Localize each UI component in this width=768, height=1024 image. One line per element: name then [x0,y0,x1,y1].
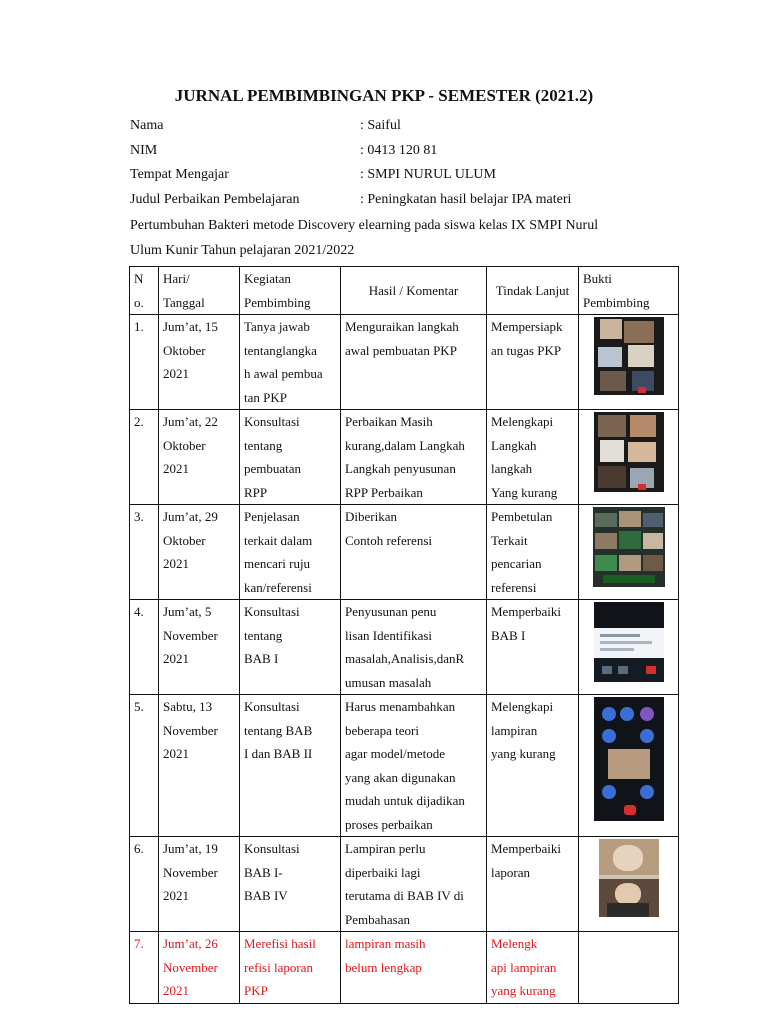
cell-line: 2021 [163,556,189,571]
cell-line: I dan BAB II [244,746,313,761]
cell-followup [487,505,579,600]
cell-line: tan PKP [244,389,287,405]
cell-line: referensi [491,579,537,595]
cell-line: terutama di BAB IV di [345,888,464,903]
field-label: Nama [130,118,164,133]
header-line: Hari/ [163,271,190,286]
field-value: : 0413 120 81 [360,143,438,158]
cell-followup [487,410,579,505]
cell-line: refisi laporan [244,959,313,975]
cell-line: diperbaiki lagi [345,864,421,880]
header-line: Tindak Lanjut [495,282,570,298]
cell-line: Melengk [491,936,538,951]
cell-line: Terkait [491,532,528,548]
field-label: Judul Perbaikan Pembelajaran [130,192,300,207]
header-line: Pembimbing [583,294,650,310]
cell-line: api lampiran [491,959,557,975]
cell-proof [579,315,679,410]
cell-line: Jum’at, 15 [163,319,218,334]
cell-line: belum lengkap [345,959,422,975]
cell-result [341,315,487,410]
cell-line: masalah,Analisis,danR [345,651,465,666]
cell-line: BAB IV [244,888,288,903]
cell-line: agar model/metode [345,746,445,761]
cell-line: lisan Identifikasi [345,627,433,643]
cell-proof [579,410,679,505]
header-no [130,267,159,315]
cell-line: Menguraikan langkah [345,319,459,334]
field-label: NIM [130,143,158,158]
cell-line: Memperbaiki [491,841,562,856]
header-line: Pembimbing [244,294,311,310]
cell-line: Diberikan [345,509,397,524]
cell-line: 2021 [163,983,189,998]
cell-activity [240,837,341,932]
cell-line: yang akan digunakan [345,769,456,785]
document-screenshot-icon [594,602,664,682]
cell-line: Tanya jawab [244,319,310,334]
header-line: Hasil / Komentar [368,282,459,298]
header-line: N [134,271,144,286]
cell-no: 5. [130,695,159,837]
cell-line: kurang,dalam Langkah [345,437,465,453]
cell-result [341,932,487,1004]
cell-line: Pembahasan [345,911,410,927]
header-activity [240,267,341,315]
header-line: Tanggal [163,294,205,310]
cell-line: laporan [491,864,530,880]
cell-activity [240,600,341,695]
cell-line: lampiran [491,722,538,738]
cell-date [159,837,240,932]
cell-line: 2021 [163,746,189,761]
header-line: Bukti [583,271,612,286]
video-call-screenshot-icon [594,317,664,395]
cell-line: 2021 [163,651,189,666]
cell-line: Konsultasi [244,414,300,429]
cell-line: langkah [491,461,533,476]
field-label: Tempat Mengajar [130,167,229,182]
cell-line: Memperbaiki [491,604,562,619]
cell-line: Konsultasi [244,604,300,619]
cell-result [341,695,487,837]
field-value: : SMPI NURUL ULUM [360,167,496,182]
cell-line: Langkah penyusunan [345,461,456,476]
cell-no: 1. [130,315,159,410]
cell-line: Jum’at, 5 [163,604,212,619]
cell-proof [579,505,679,600]
cell-line: November [163,959,218,975]
table-row [130,505,679,600]
cell-line: yang kurang [491,983,556,998]
cell-followup [487,932,579,1004]
table-row [130,932,679,1004]
cell-line: Jum’at, 19 [163,841,218,856]
cell-line: mencari ruju [244,556,311,571]
guidance-journal-table [129,266,679,1004]
cell-line: Penjelasan [244,509,300,524]
table-row [130,600,679,695]
table-row [130,695,679,837]
cell-date [159,410,240,505]
cell-followup [487,600,579,695]
cell-line: 2021 [163,888,189,903]
cell-line: kan/referensi [244,579,312,595]
cell-activity [240,695,341,837]
video-call-screenshot-icon [594,412,664,492]
cell-line: November [163,627,218,643]
header-line: Kegiatan [244,271,291,286]
cell-line: tentang [244,627,283,643]
cell-line: lampiran masih [345,936,426,951]
cell-line: terkait dalam [244,532,313,548]
cell-line: h awal pembua [244,366,323,381]
cell-line: pencarian [491,556,542,571]
table-header-row [130,267,679,315]
cell-line: RPP Perbaikan [345,484,423,500]
cell-line: Oktober [163,532,206,548]
cell-line: 2021 [163,366,189,381]
cell-line: Mempersiapk [491,319,563,334]
video-call-screenshot-icon [593,507,665,587]
cell-followup [487,315,579,410]
header-followup [487,267,579,315]
cell-date [159,600,240,695]
cell-line: Langkah [491,437,537,453]
cell-line: Jum’at, 26 [163,936,218,951]
cell-line: Konsultasi [244,699,300,714]
cell-no: 2. [130,410,159,505]
cell-line: mudah untuk dijadikan [345,793,465,808]
header-result [341,267,487,315]
cell-line: umusan masalah [345,674,432,690]
cell-line: Jum’at, 22 [163,414,218,429]
cell-activity [240,932,341,1004]
cell-line: Konsultasi [244,841,300,856]
cell-line: tentang [244,437,283,453]
cell-date [159,505,240,600]
cell-line: BAB I [244,651,279,666]
cell-line: yang kurang [491,746,556,761]
cell-line: Penyusunan penu [345,604,437,619]
cell-followup [487,695,579,837]
cell-line: proses perbaikan [345,816,433,832]
cell-result [341,600,487,695]
cell-line: awal pembuatan PKP [345,342,457,358]
header-date [159,267,240,315]
cell-line: Jum’at, 29 [163,509,218,524]
cell-line: tentanglangka [244,342,317,358]
cell-no: 3. [130,505,159,600]
cell-line: tentang BAB [244,722,313,738]
header-proof [579,267,679,315]
cell-result [341,837,487,932]
cell-activity [240,410,341,505]
cell-line: November [163,722,218,738]
cell-line: an tugas PKP [491,342,562,358]
cell-line: RPP [244,484,268,500]
cell-line: BAB I- [244,864,283,880]
cell-line: Melengkapi [491,414,554,429]
cell-line: 2021 [163,461,189,476]
cell-activity [240,315,341,410]
cell-line: Melengkapi [491,699,554,714]
cell-line: Harus menambahkan [345,699,456,714]
cell-proof [579,600,679,695]
cell-line: November [163,864,218,880]
cell-result [341,505,487,600]
cell-line: Merefisi hasil [244,936,316,951]
cell-no: 4. [130,600,159,695]
cell-no: 6. [130,837,159,932]
cell-activity [240,505,341,600]
phone-call-screenshot-icon [594,697,664,821]
table-row [130,315,679,410]
cell-date [159,315,240,410]
table-row [130,837,679,932]
page-title: JURNAL PEMBIMBINGAN PKP - SEMESTER (2021.2) [174,86,594,105]
title-continuation-line: Ulum Kunir Tahun pelajaran 2021/2022 [130,243,355,258]
cell-followup [487,837,579,932]
cell-line: Pembetulan [491,509,553,524]
cell-date [159,932,240,1004]
cell-no: 7. [130,932,159,1004]
cell-line: Sabtu, 13 [163,699,213,714]
cell-line: PKP [244,983,268,998]
table-row [130,410,679,505]
header-line: o. [134,294,144,310]
cell-line: beberapa teori [345,722,419,738]
cell-line: pembuatan [244,461,302,476]
cell-result [341,410,487,505]
field-value: : Peningkatan hasil belajar IPA materi [360,192,572,207]
cell-line: BAB I [491,627,526,643]
title-continuation-line: Pertumbuhan Bakteri metode Discovery elearning pada siswa kelas IX SMPI Nurul [130,218,599,233]
field-value: : Saiful [360,118,401,133]
cell-line: Oktober [163,342,206,358]
cell-proof [579,837,679,932]
cell-line: Yang kurang [491,484,558,500]
cell-date [159,695,240,837]
selfie-photo-icon [599,839,659,917]
cell-line: Perbaikan Masih [345,414,433,429]
cell-line: Oktober [163,437,206,453]
cell-proof [579,932,679,1004]
cell-proof [579,695,679,837]
cell-line: Contoh referensi [345,532,433,548]
cell-line: Lampiran perlu [345,841,426,856]
